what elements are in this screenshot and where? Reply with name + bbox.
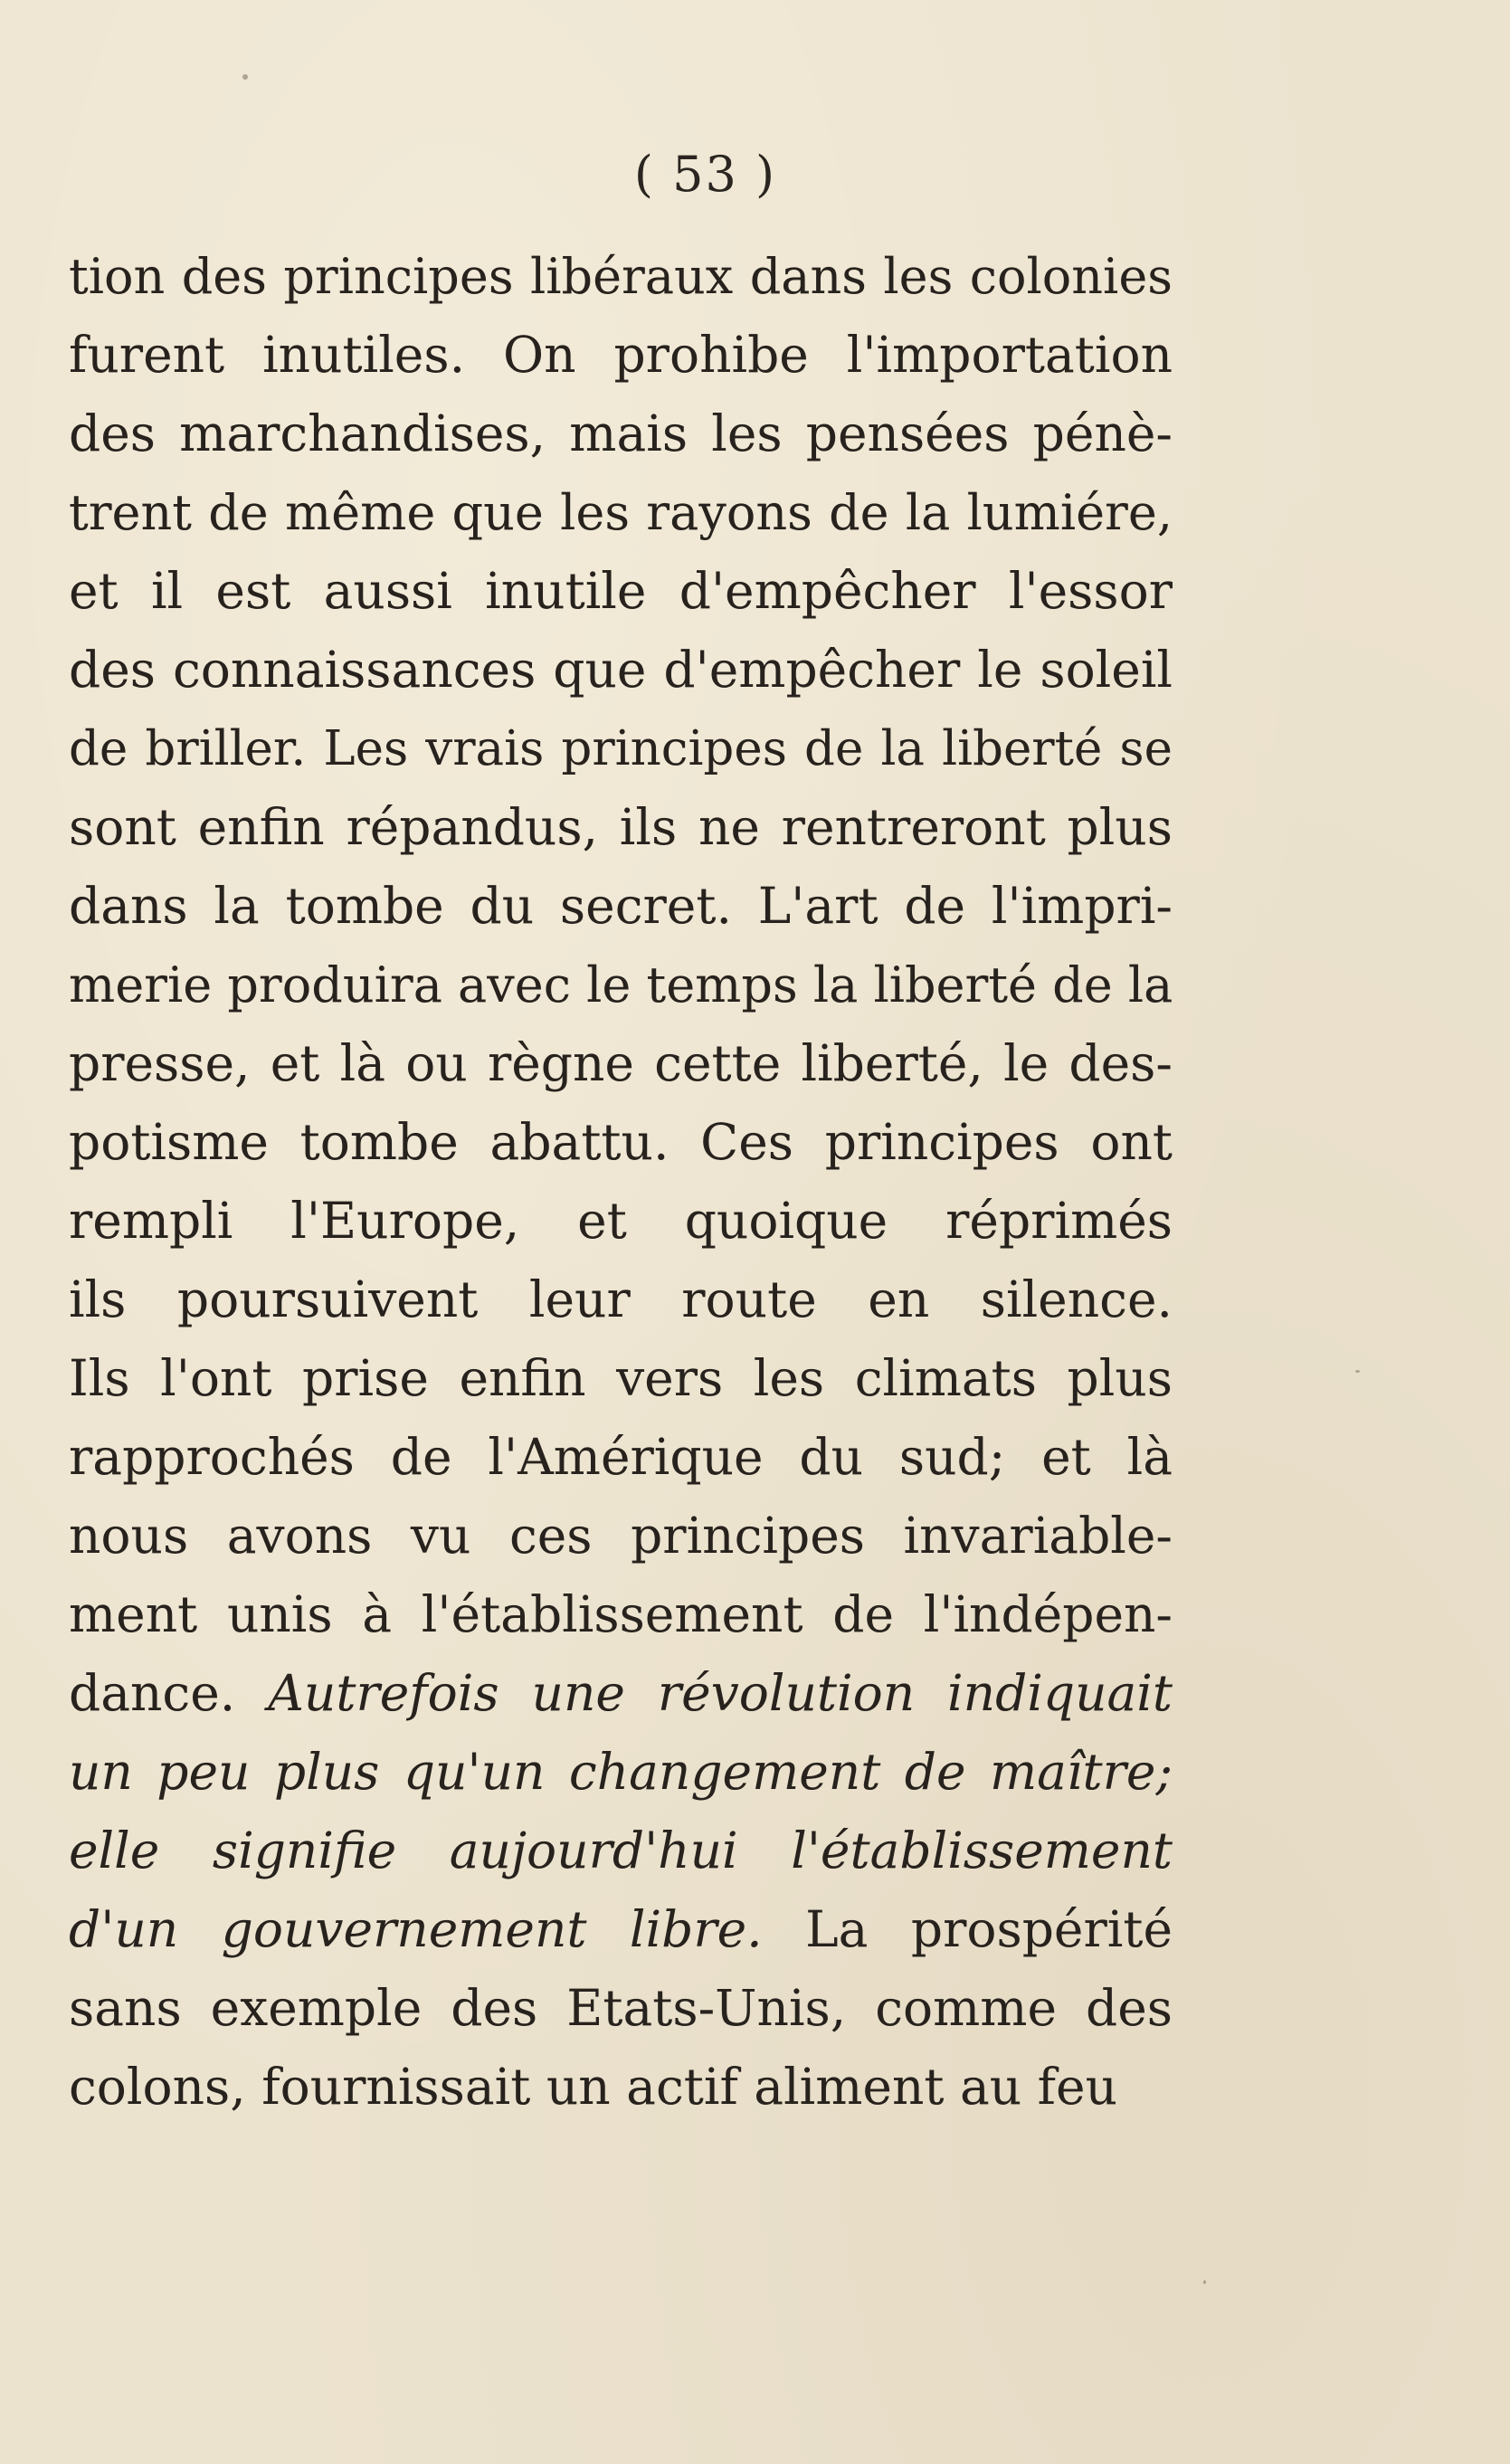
text-line [69, 946, 1173, 1024]
text-segment: dance. [69, 1664, 269, 1722]
text-segment: colons, fournissait un actif aliment au feu [69, 2058, 1118, 2116]
text-line [69, 867, 1173, 946]
text-segment: furent inutiles. On prohibe l'importation [69, 326, 1173, 384]
text-segment: potisme tombe abattu. Ces principes ont [69, 1113, 1173, 1171]
italic-text-segment: Autrefois une révolution indiquait [268, 1664, 1173, 1722]
text-line [69, 1497, 1173, 1575]
text-segment: de briller. Les vrais principes de la liberté se [69, 721, 1173, 776]
text-segment: La prospérité [762, 1900, 1173, 1958]
text-segment: ils poursuivent leur route en silence. [69, 1270, 1173, 1328]
text-segment: presse, et là ou règne cette liberté, le des- [69, 1034, 1173, 1092]
text-line [69, 1654, 1173, 1733]
text-line [69, 2048, 1173, 2126]
text-line [69, 1733, 1173, 1812]
page-number: ( 53 ) [633, 146, 777, 203]
paper-speck [1203, 2280, 1206, 2284]
text-line [69, 395, 1173, 473]
text-segment: rapprochés de l'Amérique du sud; et là [69, 1428, 1173, 1486]
italic-text-segment: d'un gouvernement libre. [69, 1900, 763, 1958]
text-line [69, 1890, 1173, 1969]
paper-speck [242, 74, 248, 80]
text-segment: des connaissances que d'empêcher le soleil [69, 641, 1173, 699]
text-line [69, 1969, 1173, 2048]
text-line [69, 709, 1173, 788]
text-line [69, 1812, 1173, 1890]
text-segment: nous avons vu ces principes invariable- [69, 1507, 1173, 1565]
text-line [69, 1261, 1173, 1339]
text-segment: tion des principes libéraux dans les colonies [69, 248, 1173, 305]
text-line [69, 552, 1173, 631]
body-text [69, 237, 1173, 2126]
text-segment: ment unis à l'établissement de l'indépen- [69, 1585, 1173, 1643]
text-line [69, 1575, 1173, 1654]
text-line [69, 1103, 1173, 1182]
text-segment: sont enfin répandus, ils ne rentreront plus [69, 798, 1173, 856]
text-segment: des marchandises, mais les pensées pénè- [69, 404, 1173, 462]
text-line [69, 316, 1173, 395]
italic-text-segment: elle signifie aujourd'hui l'établissement [69, 1822, 1173, 1879]
text-line [69, 1339, 1173, 1418]
text-line [69, 1418, 1173, 1497]
text-segment: Ils l'ont prise enfin vers les climats plus [69, 1349, 1173, 1407]
paper-speck [1355, 1370, 1360, 1373]
text-line [69, 237, 1173, 316]
text-line [69, 1024, 1173, 1103]
text-segment: sans exemple des Etats-Unis, comme des [69, 1979, 1173, 2037]
text-line [69, 631, 1173, 709]
text-segment: et il est aussi inutile d'empêcher l'essor [69, 562, 1173, 620]
text-segment: trent de même que les rayons de la lumiére, [69, 484, 1173, 541]
italic-text-segment: un peu plus qu'un changement de maître; [69, 1743, 1173, 1801]
text-segment: merie produira avec le temps la liberté de la [69, 956, 1173, 1013]
text-segment: dans la tombe du secret. L'art de l'impri- [69, 877, 1173, 935]
text-line [69, 473, 1173, 552]
text-line [69, 1182, 1173, 1261]
text-segment: rempli l'Europe, et quoique réprimés [69, 1192, 1173, 1250]
text-line [69, 788, 1173, 867]
